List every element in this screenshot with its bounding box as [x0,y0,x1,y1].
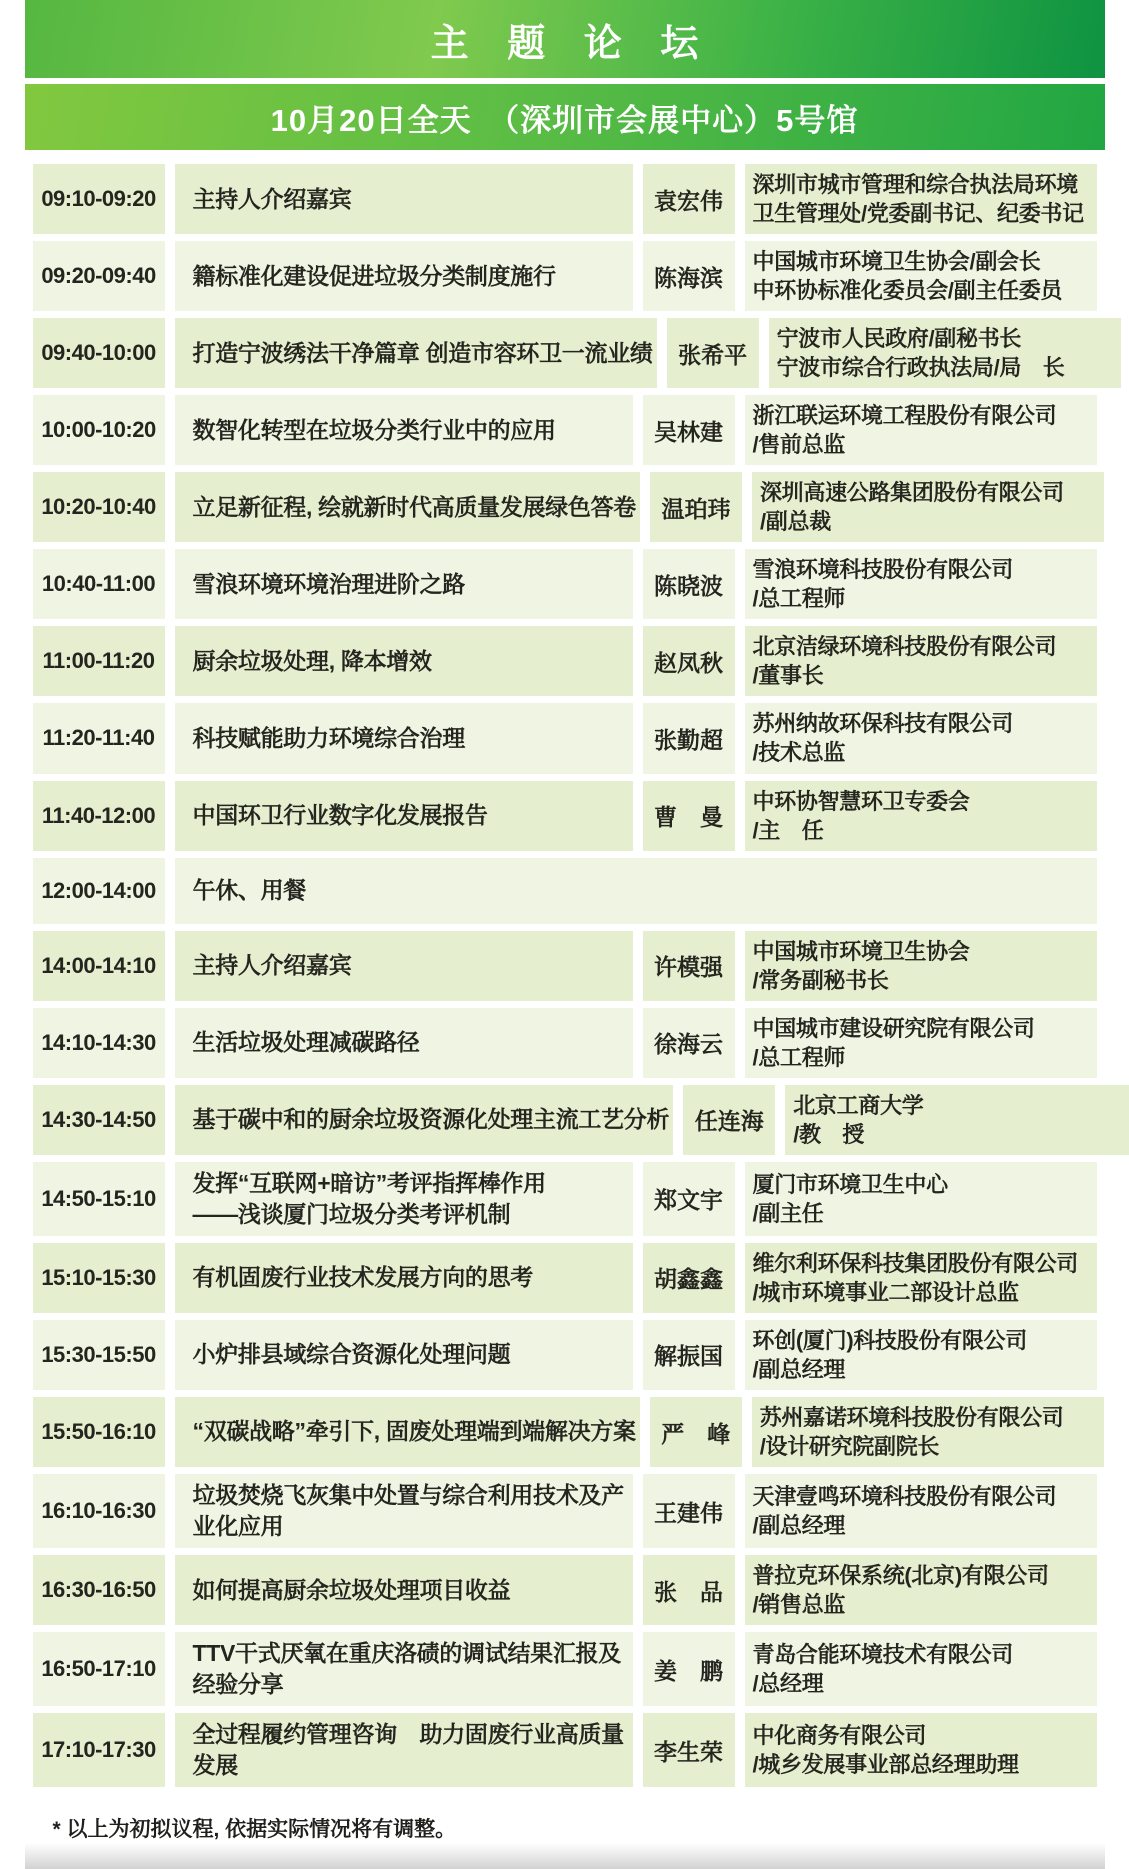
agenda-page [25,0,1105,1842]
org-cell: 中国城市建设研究院有限公司 /总工程师 [745,1008,1097,1078]
speaker-cell: 曹 曼 [643,781,735,851]
title-cell: 雪浪环境环境治理进阶之路 [175,549,633,619]
forum-title-banner [25,0,1105,78]
speaker-cell: 严 峰 [650,1397,742,1467]
time-cell: 12:00-14:00 [33,858,165,924]
schedule-row [33,318,1097,388]
time-cell: 16:10-16:30 [33,1474,165,1548]
time-cell: 16:50-17:10 [33,1632,165,1706]
title-cell: “双碳战略”牵引下, 固废处理端到端解决方案 [175,1397,640,1467]
page-title: 主 题 论 坛 [430,22,713,65]
title-cell: 午休、用餐 [175,858,1097,924]
schedule-row [33,1555,1097,1625]
title-cell: 立足新征程, 绘就新时代高质量发展绿色答卷 [175,472,640,542]
org-cell: 维尔利环保科技集团股份有限公司 /城市环境事业二部设计总监 [745,1243,1097,1313]
time-cell: 15:10-15:30 [33,1243,165,1313]
time-cell: 11:40-12:00 [33,781,165,851]
schedule-row [33,1320,1097,1390]
org-cell: 雪浪环境科技股份有限公司 /总工程师 [745,549,1097,619]
org-cell: 浙江联运环境工程股份有限公司 /售前总监 [745,395,1097,465]
session-info-banner [25,84,1105,150]
time-cell: 10:00-10:20 [33,395,165,465]
title-cell: 主持人介绍嘉宾 [175,931,633,1001]
schedule-row [33,395,1097,465]
org-cell: 厦门市环境卫生中心 /副主任 [745,1162,1097,1236]
speaker-cell: 张 品 [643,1555,735,1625]
schedule-row [33,1397,1097,1467]
speaker-cell: 姜 鹏 [643,1632,735,1706]
org-cell: 环创(厦门)科技股份有限公司 /副总经理 [745,1320,1097,1390]
speaker-cell: 徐海云 [643,1008,735,1078]
org-cell: 天津壹鸣环境科技股份有限公司 /副总经理 [745,1474,1097,1548]
schedule-row [33,781,1097,851]
time-cell: 09:40-10:00 [33,318,165,388]
time-cell: 11:00-11:20 [33,626,165,696]
org-cell: 北京洁绿环境科技股份有限公司 /董事长 [745,626,1097,696]
schedule-row [33,1008,1097,1078]
title-cell: 中国环卫行业数字化发展报告 [175,781,633,851]
speaker-cell: 王建伟 [643,1474,735,1548]
title-cell: 垃圾焚烧飞灰集中处置与综合利用技术及产 业化应用 [175,1474,633,1548]
time-cell: 15:30-15:50 [33,1320,165,1390]
org-cell: 深圳高速公路集团股份有限公司 /副总裁 [752,472,1104,542]
title-cell: 打造宁波绣法干净篇章 创造市容环卫一流业绩 [175,318,657,388]
org-cell: 中国城市环境卫生协会 /常务副秘书长 [745,931,1097,1001]
org-cell: 宁波市人民政府/副秘书长 宁波市综合行政执法局/局 长 [769,318,1121,388]
title-cell: 籍标准化建设促进垃圾分类制度施行 [175,241,633,311]
org-cell: 青岛合能环境技术有限公司 /总经理 [745,1632,1097,1706]
speaker-cell: 陈晓波 [643,549,735,619]
schedule-row [33,472,1097,542]
speaker-cell: 郑文宇 [643,1162,735,1236]
time-cell: 15:50-16:10 [33,1397,165,1467]
time-cell: 14:00-14:10 [33,931,165,1001]
schedule-row [33,626,1097,696]
time-cell: 10:20-10:40 [33,472,165,542]
title-cell: 基于碳中和的厨余垃圾资源化处理主流工艺分析 [175,1085,674,1155]
title-cell: 科技赋能助力环境综合治理 [175,703,633,773]
schedule-row [33,241,1097,311]
speaker-cell: 任连海 [683,1085,775,1155]
title-cell: 如何提高厨余垃圾处理项目收益 [175,1555,633,1625]
org-cell: 苏州纳故环保科技有限公司 /技术总监 [745,703,1097,773]
time-cell: 14:10-14:30 [33,1008,165,1078]
org-cell: 中国城市环境卫生协会/副会长 中环协标准化委员会/副主任委员 [745,241,1097,311]
speaker-cell: 许模强 [643,931,735,1001]
title-cell: 全过程履约管理咨询 助力固废行业高质量 发展 [175,1713,633,1787]
org-cell: 深圳市城市管理和综合执法局环境 卫生管理处/党委副书记、纪委书记 [745,164,1097,234]
schedule-row [33,1085,1097,1155]
title-cell: 厨余垃圾处理, 降本增效 [175,626,633,696]
speaker-cell: 李生荣 [643,1713,735,1787]
schedule-row [33,164,1097,234]
time-cell: 09:20-09:40 [33,241,165,311]
session-info: 10月20日全天 （深圳市会展中心）5号馆 [270,102,859,138]
speaker-cell: 陈海滨 [643,241,735,311]
schedule-row [33,1243,1097,1313]
bottom-fade [25,1843,1105,1869]
org-cell: 北京工商大学 /教 授 [785,1085,1129,1155]
title-cell: 生活垃圾处理减碳路径 [175,1008,633,1078]
speaker-cell: 吴林建 [643,395,735,465]
title-cell: 主持人介绍嘉宾 [175,164,633,234]
footer-note: * 以上为初拟议程, 依据实际情况将有调整。 [52,1818,457,1842]
org-cell: 普拉克环保系统(北京)有限公司 /销售总监 [745,1555,1097,1625]
schedule-table [33,164,1097,1787]
speaker-cell: 袁宏伟 [643,164,735,234]
org-cell: 苏州嘉诺环境科技股份有限公司 /设计研究院副院长 [752,1397,1104,1467]
schedule-row [33,1162,1097,1236]
title-cell: 小炉排县域综合资源化处理问题 [175,1320,633,1390]
org-cell: 中环协智慧环卫专委会 /主 任 [745,781,1097,851]
speaker-cell: 解振国 [643,1320,735,1390]
speaker-cell: 张勤超 [643,703,735,773]
speaker-cell: 张希平 [667,318,759,388]
time-cell: 14:30-14:50 [33,1085,165,1155]
time-cell: 10:40-11:00 [33,549,165,619]
title-cell: 数智化转型在垃圾分类行业中的应用 [175,395,633,465]
org-cell: 中化商务有限公司 /城乡发展事业部总经理助理 [745,1713,1097,1787]
time-cell: 17:10-17:30 [33,1713,165,1787]
title-cell: TTV干式厌氧在重庆洛碛的调试结果汇报及 经验分享 [175,1632,633,1706]
schedule-row [33,1632,1097,1706]
title-cell: 有机固废行业技术发展方向的思考 [175,1243,633,1313]
schedule-row [33,931,1097,1001]
speaker-cell: 赵凤秋 [643,626,735,696]
schedule-row [33,858,1097,924]
time-cell: 16:30-16:50 [33,1555,165,1625]
schedule-row [33,1474,1097,1548]
speaker-cell: 胡鑫鑫 [643,1243,735,1313]
speaker-cell: 温珀玮 [650,472,742,542]
time-cell: 14:50-15:10 [33,1162,165,1236]
schedule-row [33,703,1097,773]
time-cell: 11:20-11:40 [33,703,165,773]
title-cell: 发挥“互联网+暗访”考评指挥棒作用 ——浅谈厦门垃圾分类考评机制 [175,1162,633,1236]
schedule-row [33,1713,1097,1787]
time-cell: 09:10-09:20 [33,164,165,234]
schedule-row [33,549,1097,619]
